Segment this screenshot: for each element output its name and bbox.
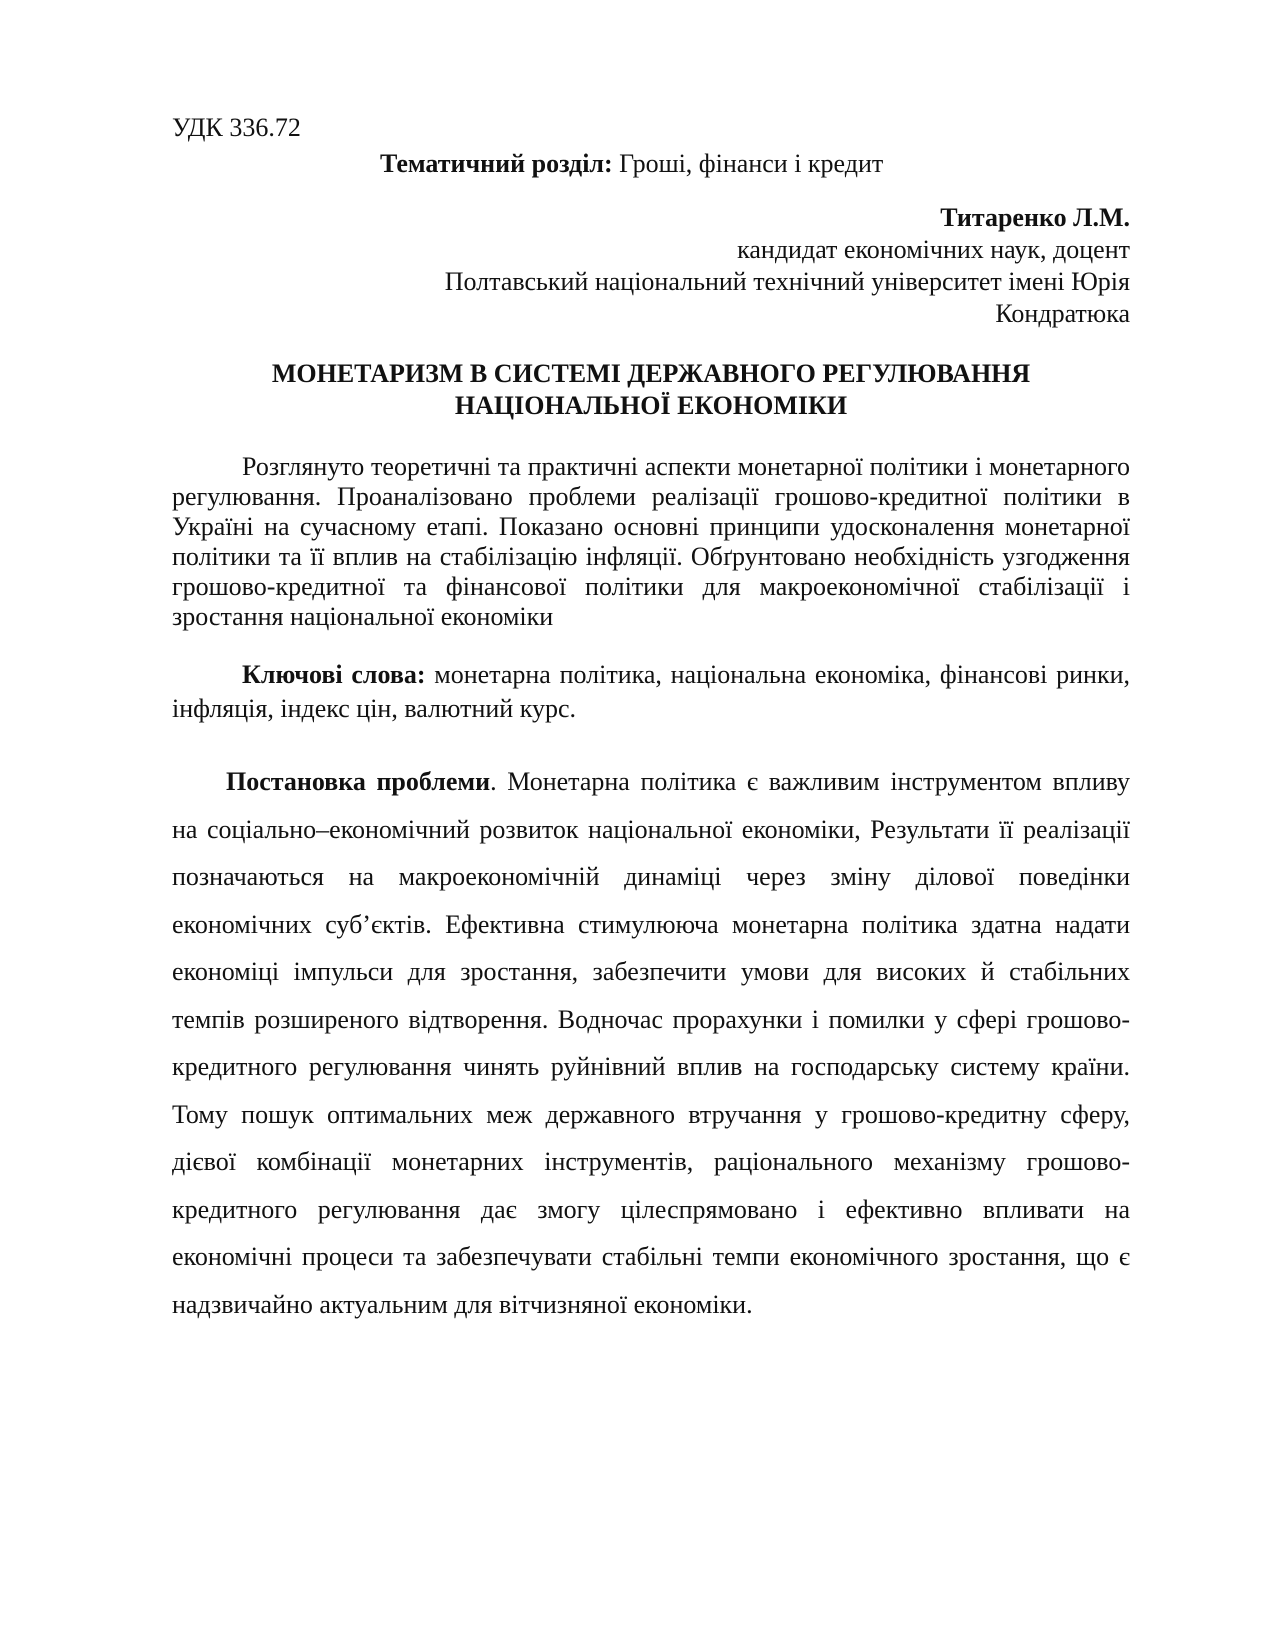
keywords-label: Ключові слова: (242, 660, 426, 689)
thematic-section-label: Тематичний розділ: (380, 149, 613, 178)
author-name: Титаренко Л.М. (940, 203, 1130, 232)
problem-statement-text: . Монетарна політика є важливим інструментом впливу на соціально–економічний розвиток національної економіки, Результати її реалізації позначаються на макроекономічній динаміці через зміну ділової поведінки економічних суб’єктів. Ефективна стимулююча монетарна політика здатна надати економіці імпульси для зростання, забезпечити умови для високих й стабільних темпів розширеного відтворення. Водночас прорахунки і помилки у сфері грошово-кредитного регулювання чинять руйнівний вплив на господарську систему країни. Тому пошук оптимальних меж державного втручання у грошово-кредитну сферу, дієвої комбінації монетарних інструментів, раціонального механізму грошово-кредитного регулювання дає змогу цілеспрямовано і ефективно впливати на економічні процеси та забезпечувати стабільні темпи економічного зростання, що є надзвичайно актуальним для вітчизняної економіки. (172, 767, 1130, 1319)
keywords-text: монетарна політика, національна економіка, фінансові ринки, інфляція, індекс цін, валютний курс. (172, 660, 1130, 723)
thematic-section (172, 148, 1130, 180)
article-title-line2: НАЦІОНАЛЬНОЇ ЕКОНОМІКИ (454, 391, 848, 420)
article-title (172, 358, 1130, 422)
author-affiliation-line2: Кондратюка (995, 299, 1130, 328)
author-degree: кандидат економічних наук, доцент (737, 235, 1130, 264)
abstract: Розглянуто теоретичні та практичні аспекти монетарної політики і монетарного регулювання. Проаналізовано проблеми реалізації грошово-кредитної політики в Україні на сучасному етапі. Показано основні принципи удосконалення монетарної політики та її вплив на стабілізацію інфляції. Обґрунтовано необхідність узгодження грошово-кредитної та фінансової політики для макроекономічної стабілізації і зростання національної економіки (172, 452, 1130, 631)
author-block (172, 202, 1130, 330)
article-title-line1: МОНЕТАРИЗМ В СИСТЕМІ ДЕРЖАВНОГО РЕГУЛЮВАННЯ (271, 359, 1031, 388)
udk-code: УДК 336.72 (172, 113, 301, 142)
problem-statement (172, 758, 1130, 1328)
document-page (172, 112, 1130, 1354)
thematic-section-value: Гроші, фінанси і кредит (612, 149, 884, 178)
keywords (172, 658, 1130, 726)
problem-statement-label: Постановка проблеми (226, 767, 491, 796)
author-affiliation-line1: Полтавський національний технічний університет імені Юрія (444, 267, 1130, 296)
